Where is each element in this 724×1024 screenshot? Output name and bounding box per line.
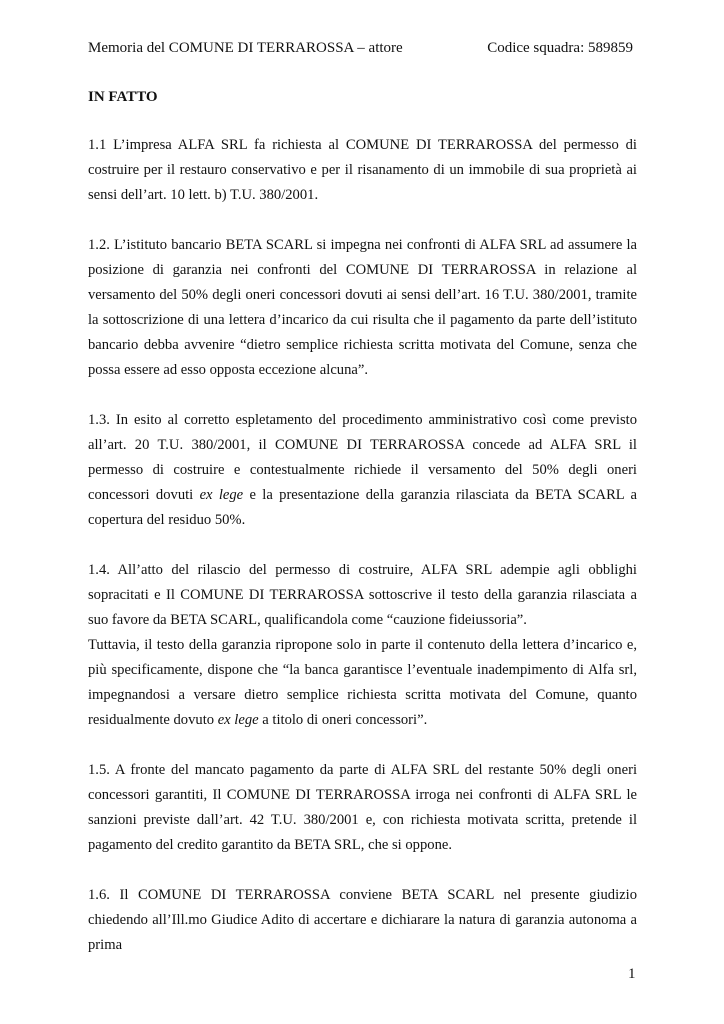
document-body <box>88 133 637 983</box>
paragraph-1-3-italic: ex lege <box>199 487 244 503</box>
header-team-code: Codice squadra: 589859 <box>487 40 633 56</box>
paragraph-1-3-text-a: 1.3. In esito al corretto espletamento del procedimento amministrativo così come previsto all’art. 20 T.U. 380/2001, il COMUNE DI TERRAROSSA concede ad ALFA SRL il permesso di costruire e contestualmente richiede il versamento del 50% degli oneri concessori dovuti <box>88 412 637 503</box>
page-header <box>88 40 633 62</box>
paragraph-1-4-italic: ex lege <box>217 712 259 728</box>
paragraph-1-4-continued <box>88 633 637 733</box>
paragraph-1-3 <box>88 408 637 533</box>
paragraph-1-1: 1.1 L’impresa ALFA SRL fa richiesta al COMUNE DI TERRAROSSA del permesso di costruire per il restauro conservativo e per il risanamento di un immobile di sua proprietà ai sensi dell’art. 10 lett. b) T.U. 380/2001. <box>88 137 637 203</box>
paragraph-1-5: 1.5. A fronte del mancato pagamento da parte di ALFA SRL del restante 50% degli oneri concessori garantiti, Il COMUNE DI TERRAROSSA irroga nei confronti di ALFA SRL le sanzioni previste dall’art. 42 T.U. 380/2001 e, con richiesta motivata scritta, pretende il pagamento del credito garantito da BETA SRL, che si oppone. <box>88 762 637 853</box>
paragraph-1-4: 1.4. All’atto del rilascio del permesso di costruire, ALFA SRL adempie agli obblighi sopracitati e Il COMUNE DI TERRAROSSA sottoscrive il testo della garanzia rilasciata a suo favore da BETA SCARL, qualificandola come “cauzione fideiussoria”. <box>88 562 637 628</box>
paragraph-1-2: 1.2. L’istituto bancario BETA SCARL si impegna nei confronti di ALFA SRL ad assumere la posizione di garanzia nei confronti del COMUNE DI TERRAROSSA in relazione al versamento del 50% degli oneri concessori dovuti ai sensi dell’art. 16 T.U. 380/2001, tramite la sottoscrizione di una lettera d’incarico da cui risulta che il pagamento da parte dell’istituto bancario debba avvenire “dietro semplice richiesta scritta motivata del Comune, senza che possa essere ad esso opposta eccezione alcuna”. <box>88 237 637 378</box>
section-title: IN FATTO <box>88 89 158 105</box>
paragraph-1-4-text-b: a titolo di oneri concessori”. <box>258 712 428 728</box>
paragraph-1-6: 1.6. Il COMUNE DI TERRAROSSA conviene BETA SCARL nel presente giudizio chiedendo all’Ill.mo Giudice Adito di accertare e dichiarare la natura di garanzia autonoma a prima <box>88 887 637 953</box>
header-title: Memoria del COMUNE DI TERRAROSSA – attore <box>88 40 403 56</box>
page-number: 1 <box>628 966 636 982</box>
paragraph-1-4-text-a: Tuttavia, il testo della garanzia ripropone solo in parte il contenuto della lettera d’incarico e, più specificamente, dispone che “la banca garantisce l’eventuale inadempimento di Alfa srl, impegnandosi a versare dietro semplice richiesta scritta motivata del Comune, quanto residualmente dovuto <box>88 637 637 728</box>
paragraph-1-3-text-b: e la presentazione della garanzia rilasciata da BETA SCARL a copertura del residuo 50%. <box>88 487 637 528</box>
